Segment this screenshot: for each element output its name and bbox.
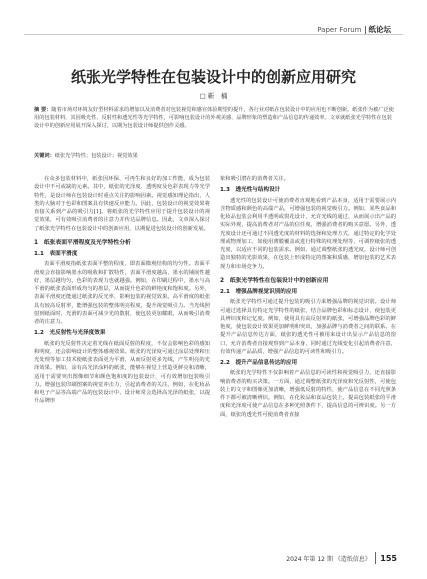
header-rule (24, 34, 403, 35)
issue-info: 2024 年第 12 期 《造纸信息》 (286, 555, 371, 563)
footer-separator (375, 552, 377, 564)
article-title: 纸张光学特性在包装设计中的创新应用研究 (70, 68, 356, 86)
left-column (34, 175, 210, 407)
body-paragraph: 象和吸引潜在的消费者关注。 (220, 176, 289, 182)
abstract-label: 摘 要： (34, 107, 52, 113)
section-heading: 2 纸张光学特性在包装设计中的创新应用 (220, 277, 329, 284)
section-label-en: Paper Forum (317, 25, 362, 34)
subsection-heading: 2.2 提升产品信息传达的应用 (220, 360, 298, 366)
section-heading: 1 纸张表面平滑程度及光学特性分析 (34, 239, 131, 246)
body-paragraph: 表面平滑度指纸张表面平整的程度，即表面微观结构的均匀性。表面平滑度会直接影响墨水的吸收和扩散特性，表面平滑度越高，墨水的铺展性越好，墨层越均匀，色彩的表现力也就越强。例如，在印刷过程中，墨水与高平滑的纸张表面形成均匀的墨层，从而提升色彩的鲜艳度和饱和度。另外，表面平滑度还能通过纸张的反光率，影响包装的视觉效果。高平滑度的纸张具有较高反射率，能增强包装的整体明亮程度，提升视觉吸引力。当光线照射到纸面时，光滑的表面可减少光的散射，使包装更加耀眼，从而吸引消费者的注意力。 (34, 261, 210, 325)
body-paragraph: 纸张的光反射性决定着光线在纸面反射的程度，不仅会影响色彩的感知和明度，还会影响设计的整体感观效果。纸张的光泽度可通过涂层处理和压光处理等加工技术使纸张表面更为平滑，从而反射更多光线，产生明亮的光泽效果。例如，涂有高光泽涂料的纸张，能够在视觉上营造更鲜亮和清晰，适用于需要突出图像细节和颜色饱和度的包装设计，可有效增加包装吸引力。增强包装印刷图案的视觉冲击力，引起消费者的关注。例如，在化妆品和电子产品等高端产品的包装设计中，设计师常会选择高光泽的纸张，以提升品牌形 (34, 340, 210, 405)
author: □ 靳 楠 (199, 92, 228, 100)
right-column (220, 175, 396, 420)
body-paragraph: 纸张光学特性可通过提升包装的吸引力来增强品牌的视觉识别。设计师可通过选择具有特定光学特性的纸张，结合品牌色彩和标志设计，使包装更具辨识度和记忆度。例如，使用具有高反射率的纸张，可增强品牌色彩的鲜艳度，使包装设计效果更加鲜明和突出，加强品牌与消费者之间的联系。在提升产品信息传达方面，纸张的透光性可被用来设计出显示产品信息的窗口，允许消费者直接观察到产品本身，同时通过光线变化引起消费者注意，有效传递产品品质，增强产品信息的可读性和吸引力。 (220, 299, 396, 355)
page-number: 155 (380, 553, 397, 563)
abstract-text: 随着市场对环境友好型材料需求的增加以及消费者对包装视觉和感官体验期望的提升，各行业对纸在包装设计中的应用也不断创新。纸张作为被广泛使用的包装材料，其因吸光性、反射性和透光性等光学特性，可影响包装设计的外观美感、品牌形象的塑造和产品信息的传递效率。文章就纸张光学特性在包装设计中的创新应用展开深入探讨，以期为包装设计师提供创作灵感。 (34, 107, 394, 130)
subsection-heading: 1.1 表面平滑度 (34, 251, 78, 257)
body-paragraph: 透光性的包装设计可使消费者直观地看到产品本身，适用于需要展示内含物质感和颜色的高端产品，可增强包装的视觉吸引力。例如，某些食品和化妆品包装会利用半透明或窗花设计，允许光线的通过，从而展示出产品的实际外观，提高消费者对产品的信任度，增强消费者的购买意愿。另外，透光度设计还可通过不同透光度的材料的选择和处理方式，通过特定的化学处理或物理加工，如使用薄膜覆盖或进行特殊的纹理处理等，可调控纸张的透光度，以适应不同的包装需求。例如，通过调整纸张的透光度，设计师可创造出独特的光影效果，在包装上形成特定的图案和质感，增加包装的艺术表现力和市场竞争力。 (220, 197, 396, 270)
header-separator (365, 26, 366, 34)
section-label-cn: 纸论坛 (368, 25, 391, 34)
subsection-heading: 1.2 光反射性与光泽度效果 (34, 330, 106, 337)
keywords-text: 纸张光学特性；包装设计；视觉效果 (54, 153, 138, 159)
body-paragraph: 在众多包装材料中，纸张因环保、可再生和良好的加工性能，成为包装设计中不可或缺的元素。其中，纸张的光泽度、透明度及色彩表现力等光学特性，是设计师在包装设计时重点关注的影响因素。视觉感知理论指出，人类的大脑对于色彩和图案具有快速反应能力。因此，包装设计的视觉效果将直接关系到产品的吸引力[1]。将纸张的光学特性应用于提升包装设计的视觉效果，可有效吸引消费者的注意力并传达品牌信息。因此，文章深入探讨了纸张光学特性在包装设计中的创新应用，以期促进包装设计的创新发展。 (34, 176, 210, 232)
keywords (34, 152, 394, 160)
page-footer (286, 552, 397, 564)
subsection-heading: 2.1 增强品牌视觉识别的应用 (220, 289, 298, 295)
keywords-label: 关键词： (34, 153, 55, 159)
subsection-heading: 1.3 透光性与结构设计 (220, 187, 281, 194)
body-paragraph: 纸张的光学特性不仅影响着产品信息的可读性和视觉吸引力，还直接影响消费者的购买决策。一方面，通过调整纸张的光泽度和光反射性，可使包装上的文字和图像更加清晰，增强低反射的特性，使产品信息在不同光照条件下都可被清晰辨识。例如，在化妆品和食品包装上，提高包装纸张的平滑度和光泽度可使产品信息在多种光照条件下，提高信息的可辨识度。另一方面，纸张的透光性可使消费者直接 (220, 370, 396, 418)
abstract (34, 106, 394, 131)
